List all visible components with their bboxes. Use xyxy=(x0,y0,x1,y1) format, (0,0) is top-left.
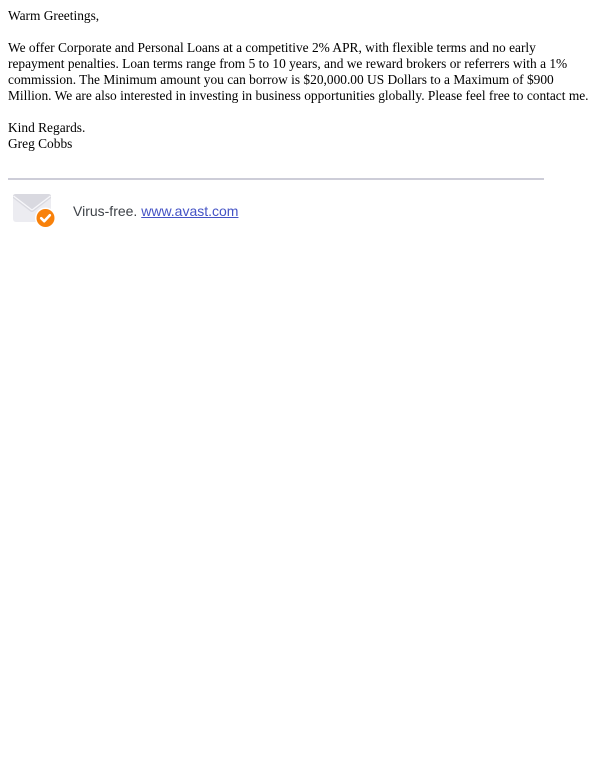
email-paragraph: We offer Corporate and Personal Loans at a competitive 2% APR, with flexible terms and no early repayment penalties. Loan terms range from 5 to 10 years, and we reward brokers or referrers with a 1% commission. The Minimum amount you can borrow is $20,000.00 US Dollars to a Maximum of $900 Million. We are also interested in investing in business opportunities globally. Please feel free to contact me. xyxy=(8,40,589,103)
email-sender-name: Greg Cobbs xyxy=(8,136,73,151)
virus-free-label: Virus-free. xyxy=(73,202,142,219)
email-body xyxy=(0,0,600,160)
blank-line xyxy=(8,24,592,40)
avast-signature-block xyxy=(8,178,544,229)
email-greeting: Warm Greetings, xyxy=(8,8,100,23)
email-signoff: Kind Regards. xyxy=(8,120,86,135)
envelope-check-icon[interactable] xyxy=(8,192,60,229)
blank-line xyxy=(8,104,592,120)
avast-link[interactable]: www.avast.com xyxy=(141,202,239,219)
virus-free-text xyxy=(73,203,238,219)
